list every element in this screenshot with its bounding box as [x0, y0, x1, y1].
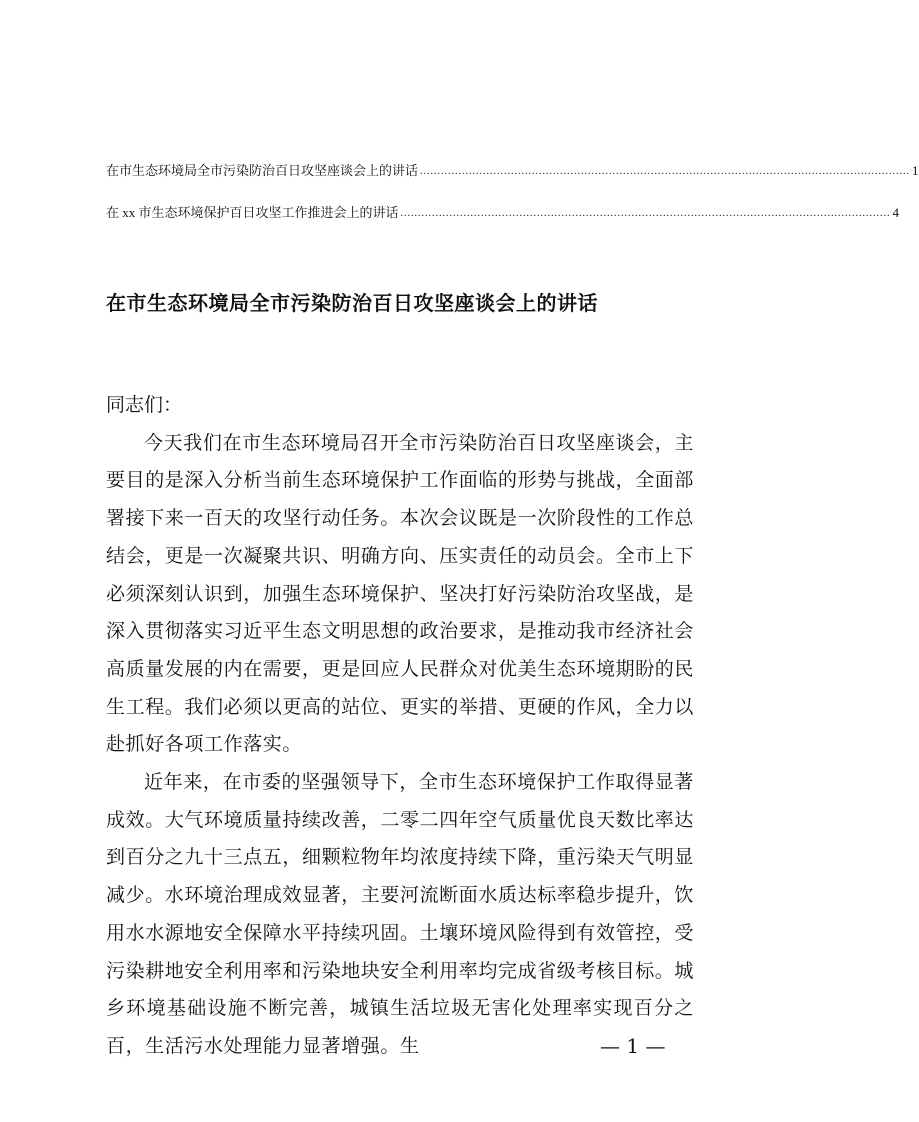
toc-entry-title: 在 xx 市生态环境保护百日攻坚工作推进会上的讲话 [106, 205, 399, 220]
toc-entry[interactable] [106, 203, 900, 223]
toc-entry-page: 4 [892, 205, 900, 220]
toc-entry-title: 在市生态环境局全市污染防治百日攻坚座谈会上的讲话 [106, 163, 419, 178]
document-title: 在市生态环境局全市污染防治百日攻坚座谈会上的讲话 [106, 291, 598, 315]
toc-entry-page: 1 [912, 163, 919, 178]
toc-dot-leader: ............................................................................................................................................ [420, 166, 911, 177]
body-paragraph: 近年来，在市委的坚强领导下，全市生态环境保护工作取得显著成效。大气环境质量持续改善，二零二四年空气质量优良天数比率达到百分之九十三点五，细颗粒物年均浓度持续下降，重污染天气明显减少。水环境治理成效显著，主要河流断面水质达标率稳步提升，饮用水水源地安全保障水平持续巩固。土壤环境风险得到有效管控，受污染耕地安全利用率和污染地块安全利用率均完成省级考核目标。城乡环境基础设施不断完善，城镇生活垃圾无害化处理率实现百分之百，生活污水处理能力显著增强。生 [106, 771, 695, 1057]
body-paragraph: 今天我们在市生态环境局召开全市污染防治百日攻坚座谈会，主要目的是深入分析当前生态环境保护工作面临的形势与挑战，全面部署接下来一百天的攻坚行动任务。本次会议既是一次阶段性的工作总结会，更是一次凝聚共识、明确方向、压实责任的动员会。全市上下必须深刻认识到，加强生态环境保护、坚决打好污染防治攻坚战，是深入贯彻落实习近平生态文明思想的政治要求，是推动我市经济社会高质量发展的内在需要，更是回应人民群众对优美生态环境期盼的民生工程。我们必须以更高的站位、更实的举措、更硬的作风，全力以赴抓好各项工作落实。 [106, 431, 695, 756]
table-of-contents [106, 161, 919, 245]
document-body [106, 387, 694, 1066]
toc-entry[interactable] [106, 161, 919, 181]
page-number: — 1 — [600, 1034, 666, 1058]
salutation: 同志们： [106, 394, 183, 416]
toc-dot-leader: ............................................................................................................................................ [400, 208, 891, 219]
